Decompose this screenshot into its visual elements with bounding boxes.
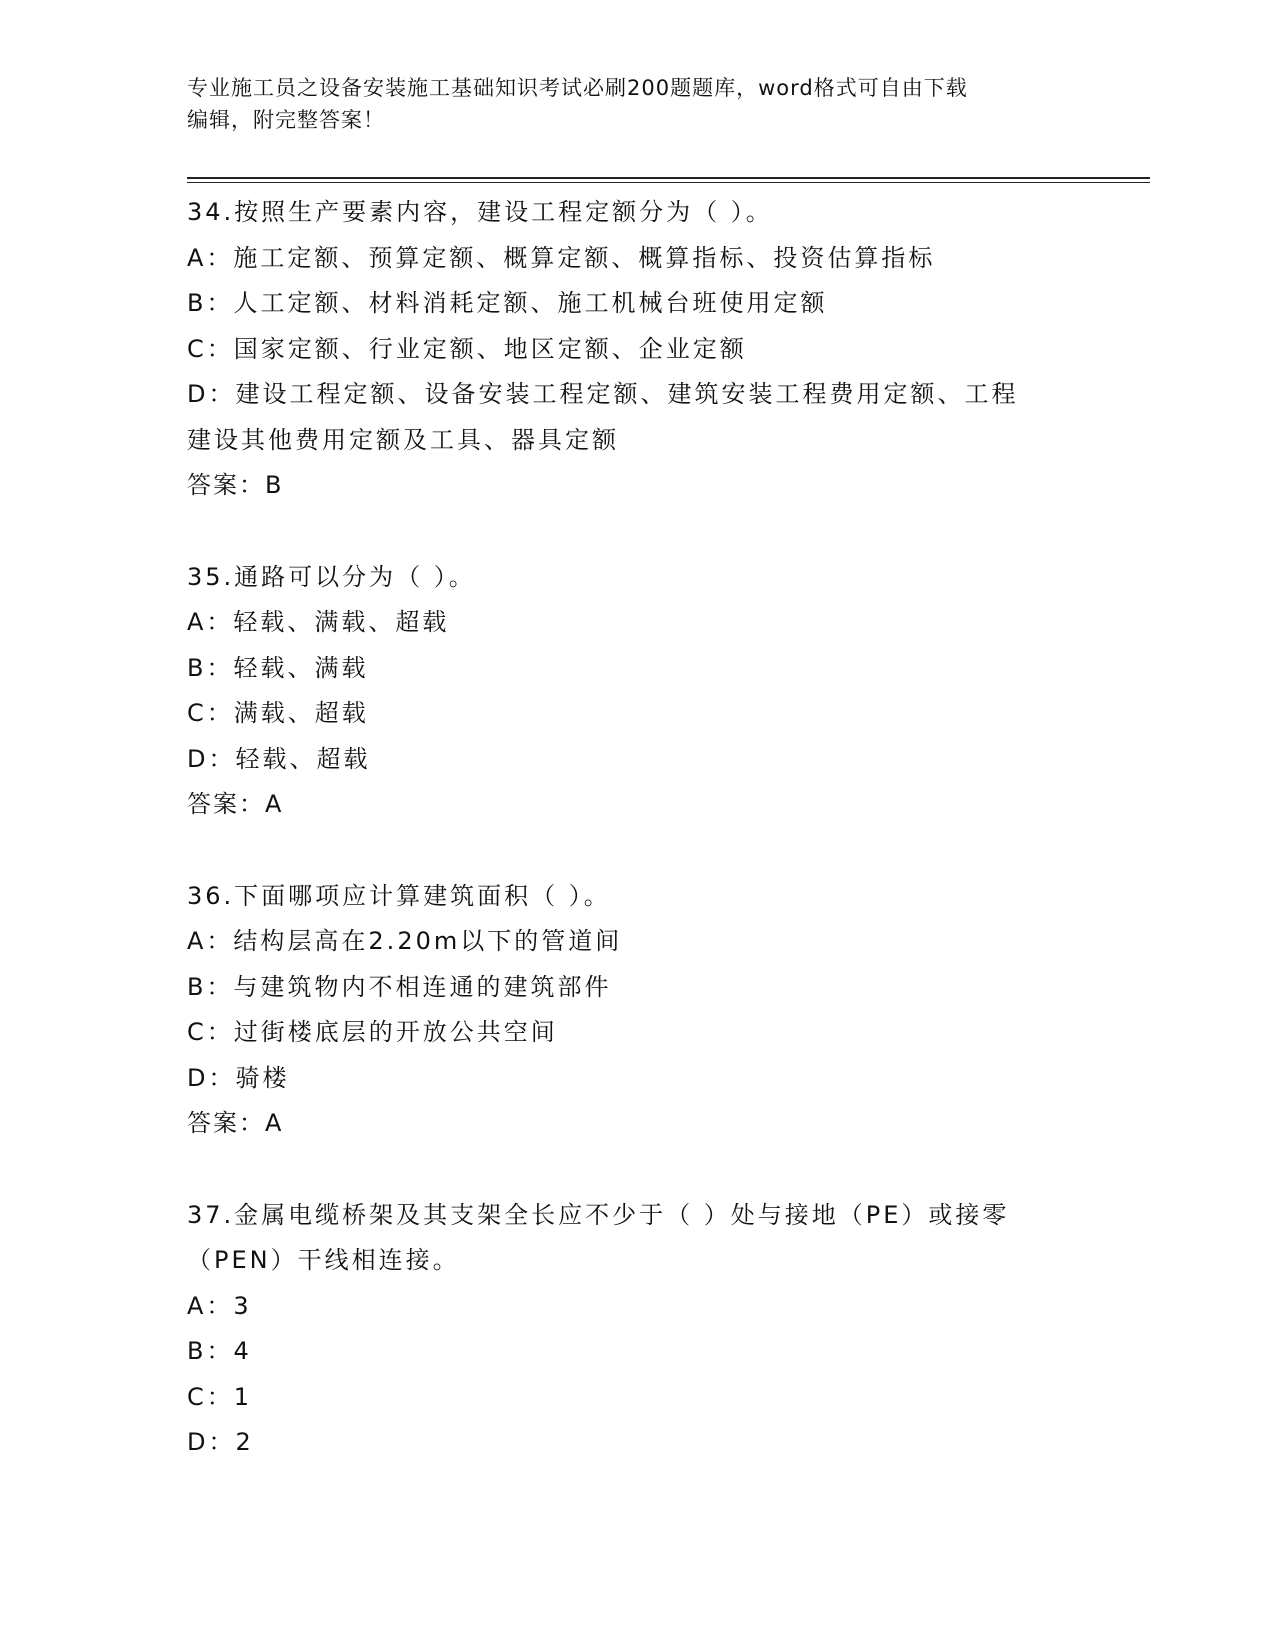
question-36 <box>187 874 1087 1147</box>
answer-label: 答案：B <box>187 471 284 499</box>
question-34 <box>187 190 1087 509</box>
option-d: D：2 <box>187 1428 254 1456</box>
header-divider-thin <box>187 182 1150 183</box>
question-stem: 37.金属电缆桥架及其支架全长应不少于（ ）处与接地（PE）或接零 <box>187 1200 1010 1229</box>
answer-label: 答案：A <box>187 790 284 818</box>
question-stem: 34.按照生产要素内容，建设工程定额分为（ ）。 <box>187 198 773 226</box>
header-line-1: 专业施工员之设备安装施工基础知识考试必刷200题题库，word格式可自由下载 <box>187 76 968 100</box>
option-a: A：轻载、满载、超载 <box>187 608 450 636</box>
option-b: B：与建筑物内不相连通的建筑部件 <box>187 972 612 1001</box>
option-b: B：4 <box>187 1337 252 1365</box>
option-c: C：满载、超载 <box>187 699 369 727</box>
option-c: C：1 <box>187 1382 253 1411</box>
question-35 <box>187 555 1087 828</box>
option-d: D：骑楼 <box>187 1063 290 1092</box>
question-stem: 36.下面哪项应计算建筑面积（ ）。 <box>187 881 611 910</box>
option-c: C：国家定额、行业定额、地区定额、企业定额 <box>187 334 747 363</box>
header-line-2: 编辑，附完整答案！ <box>187 108 385 132</box>
option-a: A：施工定额、预算定额、概算定额、概算指标、投资估算指标 <box>187 243 936 272</box>
option-d-continued: 建设其他费用定额及工具、器具定额 <box>187 425 619 454</box>
question-stem-continued: （PEN）干线相连接。 <box>187 1246 460 1274</box>
question-37 <box>187 1193 1087 1466</box>
option-a: A：3 <box>187 1291 252 1320</box>
question-list <box>187 190 1087 1466</box>
question-stem: 35.通路可以分为（ ）。 <box>187 562 476 591</box>
option-a: A：结构层高在2.20m以下的管道间 <box>187 927 623 955</box>
header-divider-thick <box>187 177 1150 179</box>
option-d: D：轻载、超载 <box>187 744 371 773</box>
option-b: B：人工定额、材料消耗定额、施工机械台班使用定额 <box>187 289 828 317</box>
option-d: D：建设工程定额、设备安装工程定额、建筑安装工程费用定额、工程 <box>187 380 1019 408</box>
document-header <box>187 72 1087 136</box>
option-b: B：轻载、满载 <box>187 653 369 682</box>
option-c: C：过街楼底层的开放公共空间 <box>187 1018 558 1046</box>
answer-label: 答案：A <box>187 1109 284 1137</box>
